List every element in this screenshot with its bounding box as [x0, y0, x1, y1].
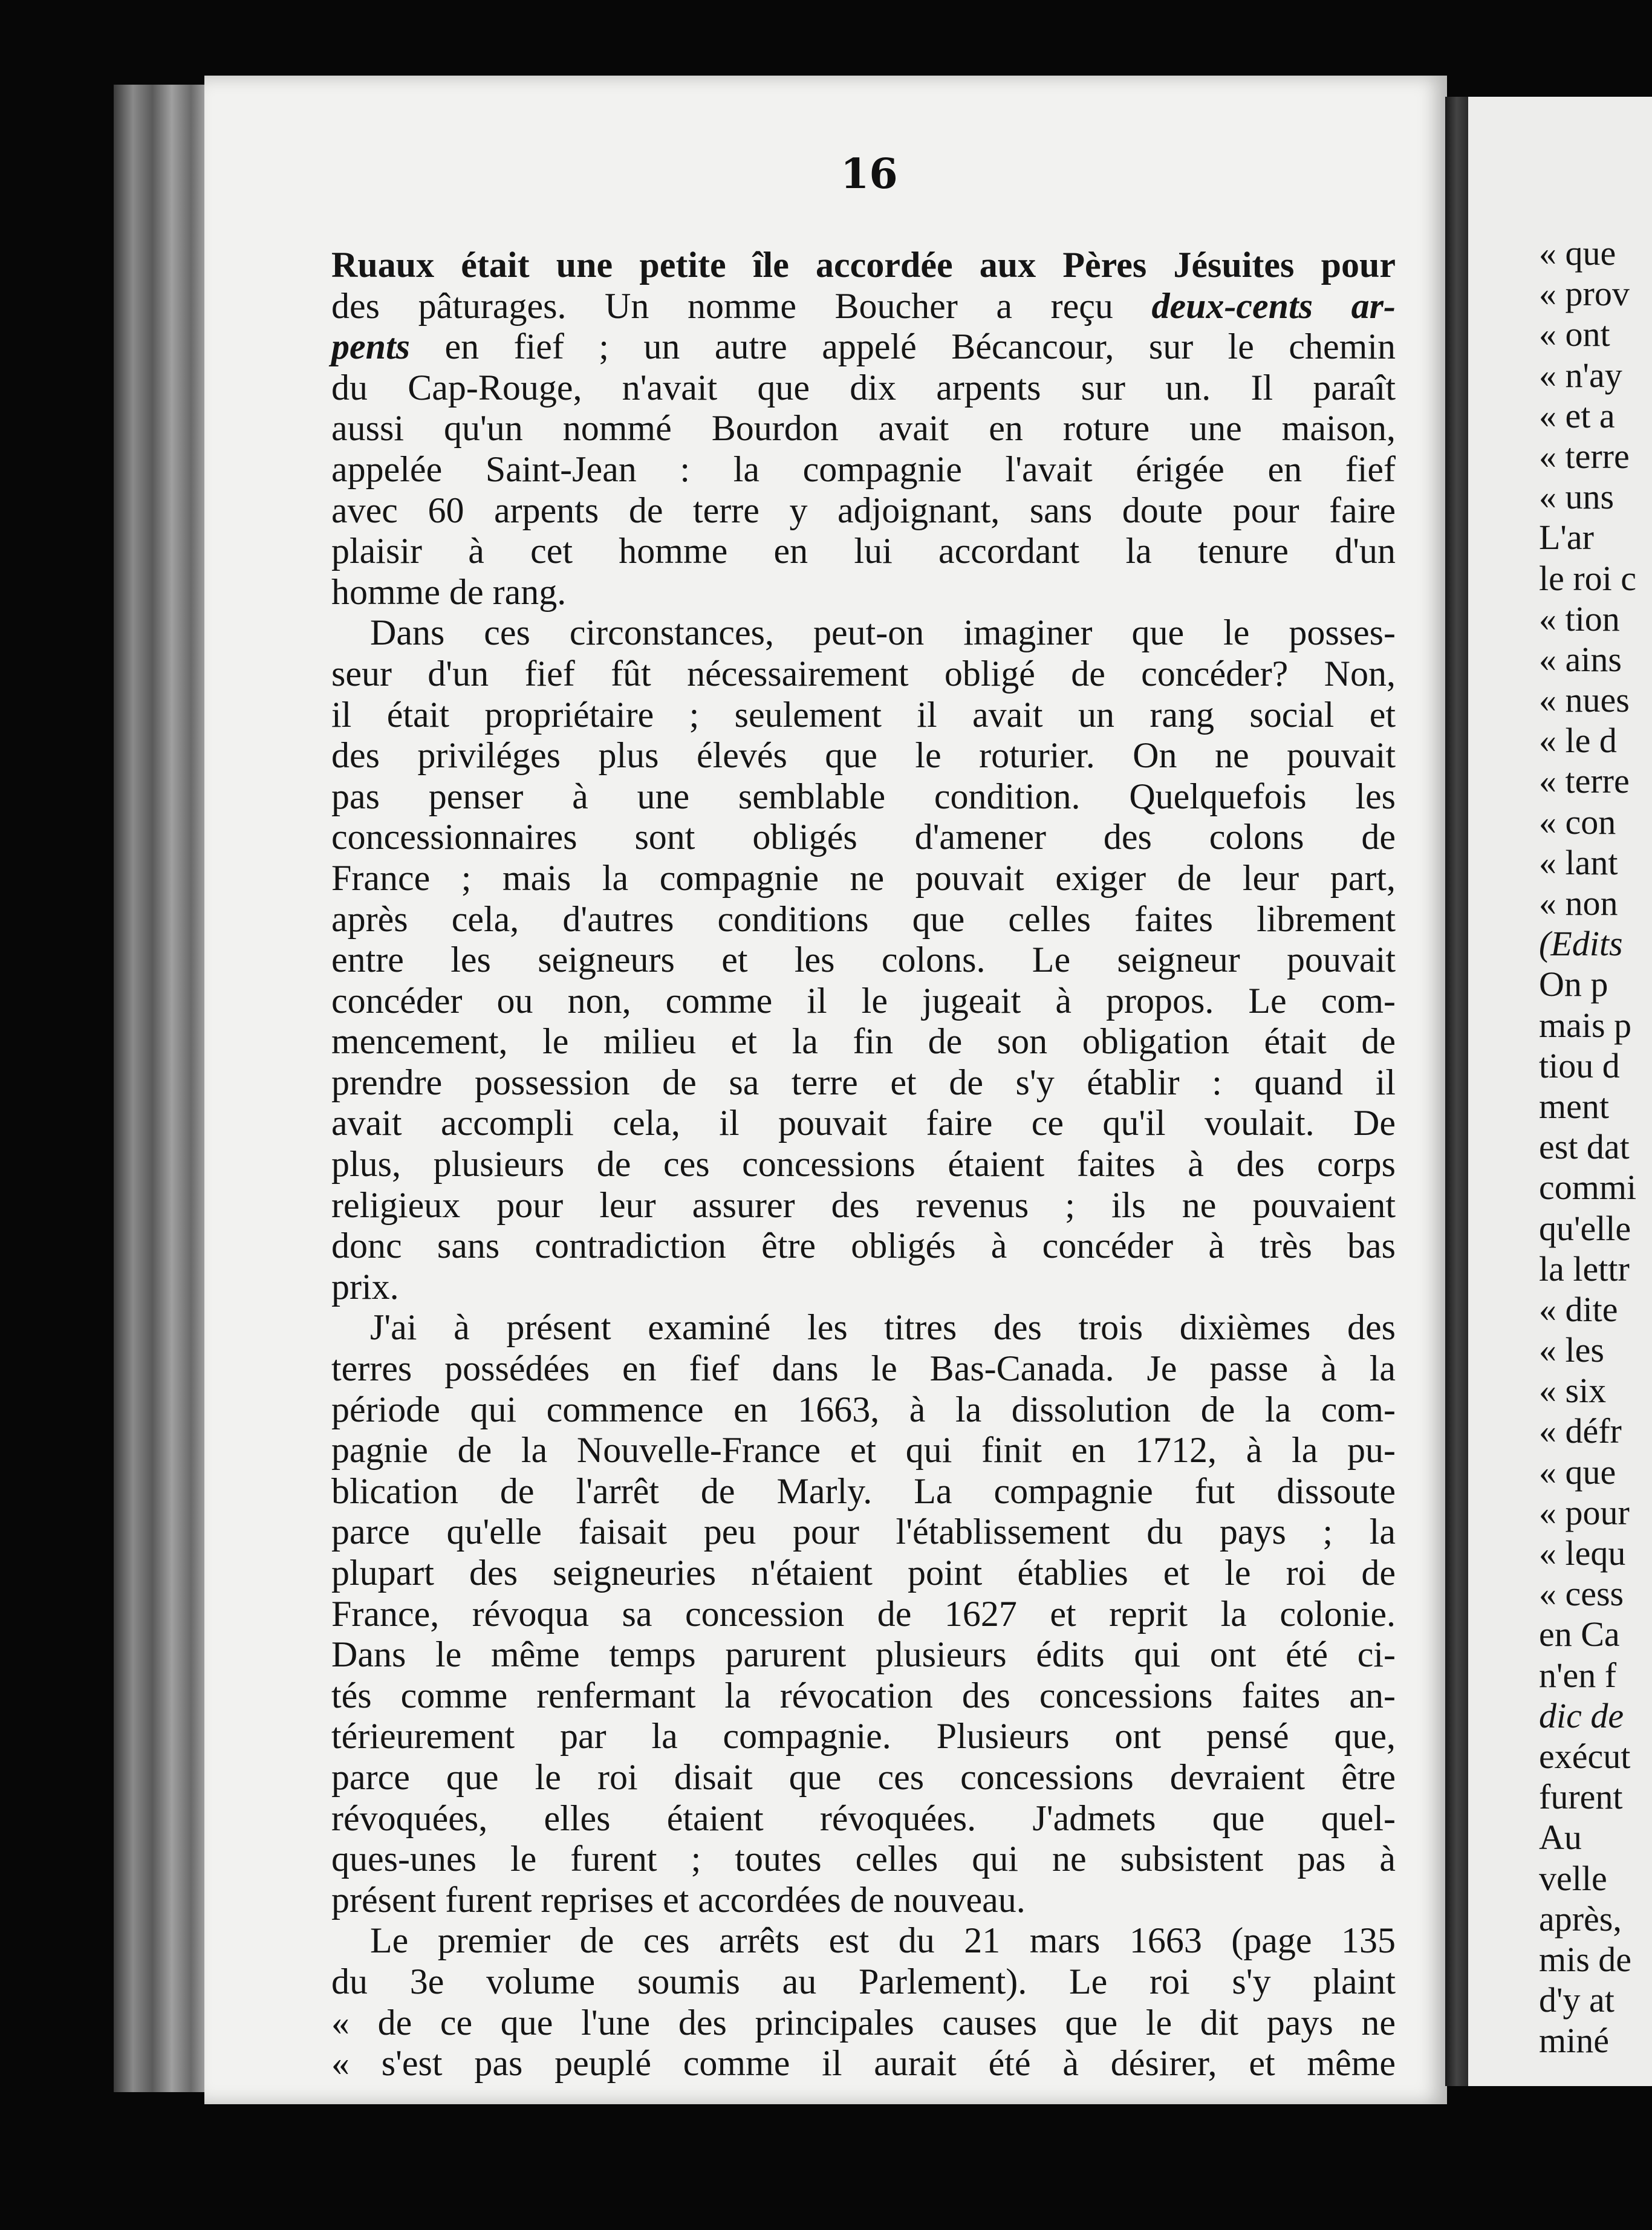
right-page-line: « défr [1539, 1411, 1622, 1451]
right-page-line: « les [1539, 1330, 1604, 1370]
right-page-line: « six [1539, 1371, 1607, 1411]
text-line: pagnie de la Nouvelle-France et qui finit en 1712, à la pu- [331, 1430, 1396, 1471]
text-line: après cela, d'autres conditions que celles faites librement [331, 899, 1396, 939]
text-line: plaisir à cet homme en lui accordant la tenure d'un [331, 531, 1396, 571]
right-page-line: « lequ [1539, 1533, 1626, 1573]
text-line: donc sans contradiction être obligés à concéder à très bas [331, 1226, 1396, 1266]
text-line: plupart des seigneuries n'étaient point établies et le roi de [331, 1553, 1396, 1593]
text-line: avait accompli cela, il pouvait faire ce qu'il voulait. De [331, 1103, 1396, 1143]
right-page-line: en Ca [1539, 1614, 1620, 1654]
right-page-line: ment [1539, 1086, 1609, 1126]
text-line: aussi qu'un nommé Bourdon avait en roture une maison, [331, 408, 1396, 449]
right-page-line: est dat [1539, 1127, 1630, 1167]
right-page-line: L'ar [1539, 518, 1594, 558]
right-page-line: « terre [1539, 761, 1630, 801]
text-line: France, révoqua sa concession de 1627 et reprit la colonie. [331, 1593, 1396, 1634]
text-line [331, 286, 1396, 327]
text-line: parce que le roi disait que ces concessions devraient être [331, 1757, 1396, 1797]
text-line: religieux pour leur assurer des revenus ; ils ne pouvaient [331, 1185, 1396, 1225]
right-page-line: « le d [1539, 721, 1617, 761]
text-line: mencement, le milieu et la fin de son obligation était de [331, 1021, 1396, 1062]
text-line: parce qu'elle faisait peu pour l'établissement du pays ; la [331, 1512, 1396, 1552]
text-line: tés comme renfermant la révocation des concessions faites an- [331, 1675, 1396, 1715]
text-line: période qui commence en 1663, à la dissolution de la com- [331, 1389, 1396, 1429]
right-page-line: mis de [1539, 1939, 1632, 1979]
right-page-line: « uns [1539, 477, 1615, 517]
text-line: France ; mais la compagnie ne pouvait exiger de leur part, [331, 857, 1396, 898]
text-line: concessionnaires sont obligés d'amener des colons de [331, 817, 1396, 857]
page-edges [114, 85, 210, 2092]
text-line [331, 245, 1396, 286]
text-line: blication de l'arrêt de Marly. La compagnie fut dissoute [331, 1471, 1396, 1511]
text-line: térieurement par la compagnie. Plusieurs ont pensé que, [331, 1716, 1396, 1757]
right-page-line: miné [1539, 2021, 1609, 2061]
right-page-text-fragments [1539, 233, 1652, 2061]
text-line: prendre possession de sa terre et de s'y établir : quand il [331, 1062, 1396, 1102]
text-line: J'ai à présent examiné les titres des trois dixièmes des [370, 1307, 1396, 1348]
text-line: prix. [331, 1266, 399, 1307]
right-page-line: « ont [1539, 314, 1610, 354]
text-line: « s'est pas peuplé comme il aurait été à désirer, et même [331, 2043, 1396, 2084]
text-line: avec 60 arpents de terre y adjoignant, sans doute pour faire [331, 490, 1396, 530]
text-line: Le premier de ces arrêts est du 21 mars 1663 (page 135 [370, 1920, 1396, 1961]
text-line: des priviléges plus élevés que le roturier. On ne pouvait [331, 735, 1396, 776]
right-page-line: « prov [1539, 274, 1630, 314]
right-page-line: tiou d [1539, 1045, 1620, 1085]
right-page-line: « ains [1539, 639, 1622, 679]
right-page-line: « non [1539, 883, 1618, 923]
right-page-line: « tion [1539, 599, 1620, 639]
text-line: terres possédées en fief dans le Bas-Canada. Je passe à la [331, 1348, 1396, 1389]
text-line: Dans ces circonstances, peut-on imaginer que le posses- [370, 613, 1396, 653]
right-page-line: velle [1539, 1858, 1607, 1898]
text-line [331, 327, 1396, 368]
right-page-line: après, [1539, 1899, 1622, 1939]
right-page-line: « que [1539, 1452, 1616, 1492]
right-page-line: « cess [1539, 1574, 1624, 1614]
book-gutter [1445, 97, 1468, 2086]
right-page-line: (Edits [1539, 924, 1623, 964]
text-line: révoquées, elles étaient révoquées. J'admets que quel- [331, 1798, 1396, 1838]
text-line: du 3e volume soumis au Parlement). Le roi s'y plaint [331, 1961, 1396, 2001]
text-line: entre les seigneurs et les colons. Le seigneur pouvait [331, 940, 1396, 980]
right-page-line: « pour [1539, 1492, 1630, 1532]
text-line: plus, plusieurs de ces concessions étaient faites à des corps [331, 1144, 1396, 1185]
right-page-line: la lettr [1539, 1249, 1630, 1289]
text-line: appelée Saint-Jean : la compagnie l'avait érigée en fief [331, 449, 1396, 489]
text-line: homme de rang. [331, 571, 567, 612]
text-run: des pâturages. Un nomme Boucher a reçu [331, 285, 1152, 326]
text-line: présent furent reprises et accordées de nouveau. [331, 1879, 1026, 1920]
text-run: Ruaux était une petite île accordée aux Pères Jésuites pour [331, 245, 1396, 285]
right-page-line: « con [1539, 802, 1616, 842]
right-page-line: « terre [1539, 436, 1630, 476]
text-run: en fief ; un autre appelé Bécancour, sur le chemin [410, 327, 1396, 367]
text-line: concéder ou non, comme il le jugeait à propos. Le com- [331, 980, 1396, 1021]
right-page-line: exécut [1539, 1736, 1631, 1776]
right-page-line: mais p [1539, 1005, 1632, 1045]
right-page-line: « dite [1539, 1289, 1618, 1329]
right-page-line: dic de [1539, 1695, 1624, 1735]
text-line: Dans le même temps parurent plusieurs édits qui ont été ci- [331, 1634, 1396, 1675]
right-page-line: qu'elle [1539, 1208, 1631, 1248]
right-page-line: « et a [1539, 395, 1615, 435]
right-page-line: « que [1539, 233, 1616, 273]
right-page-line: « lant [1539, 842, 1618, 882]
page-number: 16 [841, 150, 898, 198]
text-line: « de ce que l'une des principales causes que le dit pays ne [331, 2002, 1396, 2043]
italic-phrase: deux-cents ar- [1151, 285, 1396, 326]
text-line: pas penser à une semblable condition. Quelquefois les [331, 776, 1396, 816]
text-line: seur d'un fief fût nécessairement obligé de concéder? Non, [331, 653, 1396, 694]
right-page-line: furent [1539, 1777, 1623, 1817]
main-text-block [331, 245, 1396, 2084]
text-line: ques-unes le furent ; toutes celles qui ne subsistent pas à [331, 1839, 1396, 1879]
right-page-line: commi [1539, 1168, 1637, 1208]
right-page-line: le roi c [1539, 558, 1637, 598]
right-page-line: n'en f [1539, 1655, 1617, 1695]
text-line: il était propriétaire ; seulement il avait un rang social et [331, 694, 1396, 735]
italic-phrase: pents [331, 327, 411, 367]
text-line: du Cap-Rouge, n'avait que dix arpents sur un. Il paraît [331, 367, 1396, 408]
right-page-line: « nues [1539, 680, 1630, 720]
right-page-line: Au [1539, 1818, 1582, 1858]
right-page-line: d'y at [1539, 1980, 1615, 2020]
right-page-line: « n'ay [1539, 355, 1622, 395]
right-page-line: On p [1539, 964, 1608, 1004]
